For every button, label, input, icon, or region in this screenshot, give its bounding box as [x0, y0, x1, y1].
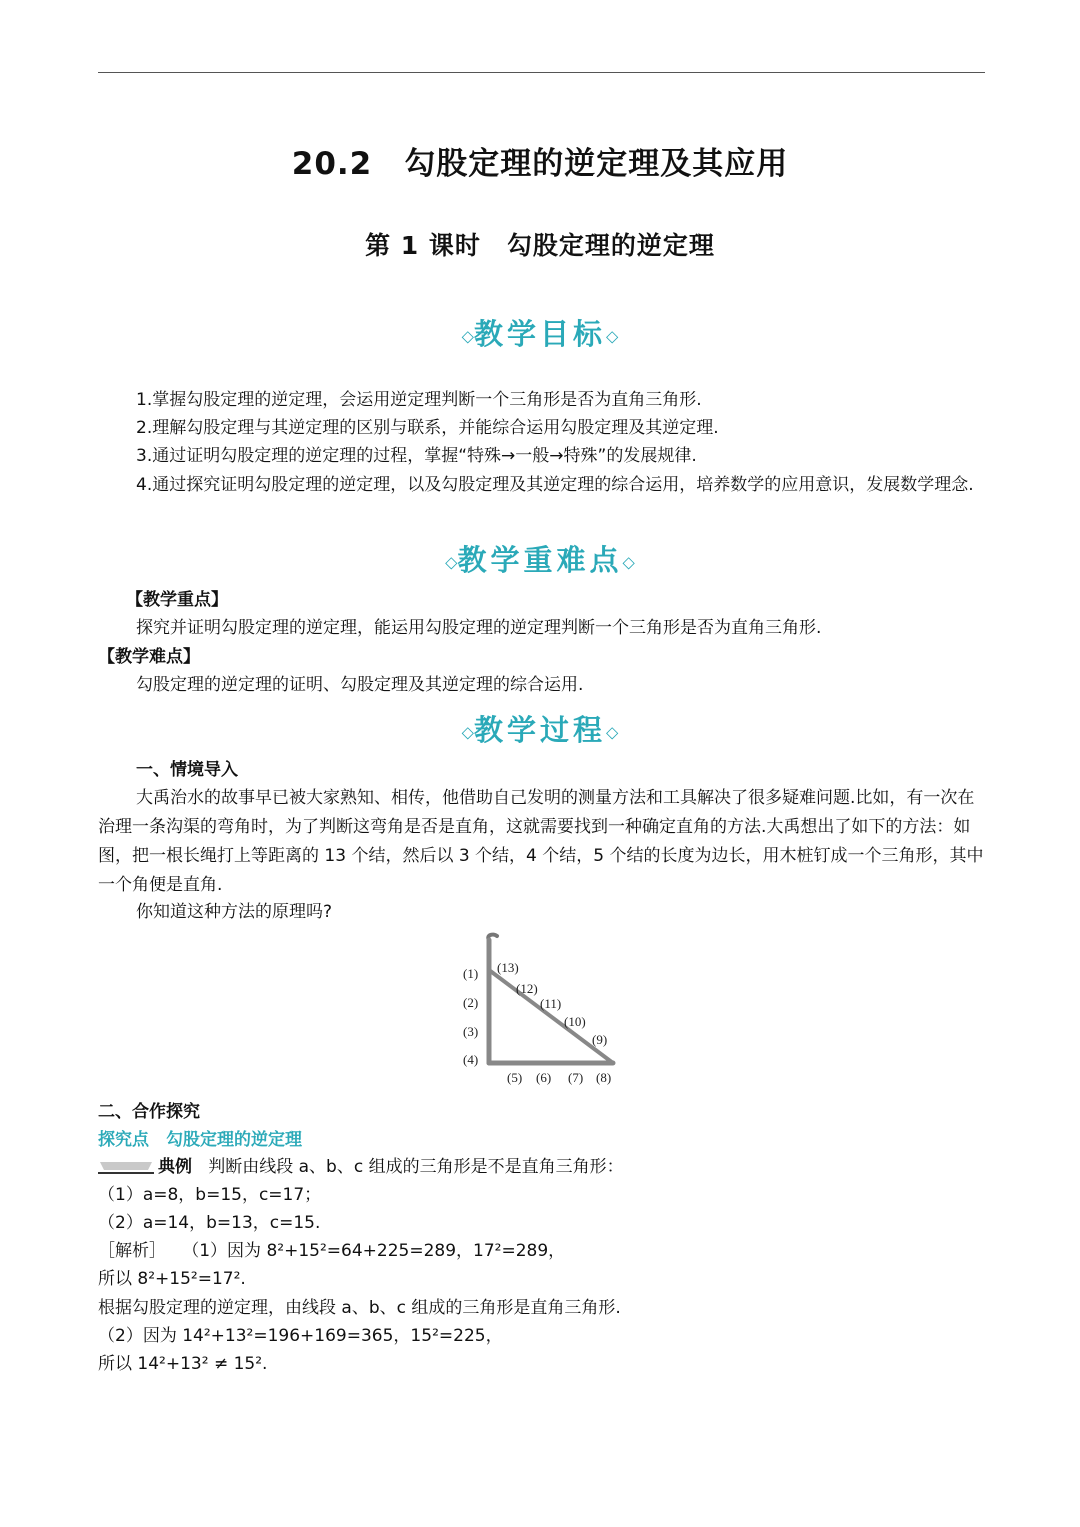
solution-one-conclusion: 根据勾股定理的逆定理，由线段 a、b、c 组成的三角形是直角三角形.	[98, 1298, 621, 1318]
goal-item: 3.通过证明勾股定理的逆定理的过程，掌握“特殊→一般→特殊”的发展规律.	[136, 446, 697, 466]
knot-label: (2)	[463, 995, 479, 1010]
knot-label: (9)	[592, 1032, 608, 1047]
knot-label: (7)	[568, 1070, 584, 1085]
intro-paragraph: 大禹治水的故事早已被大家熟知、相传，他借助自己发明的测量方法和工具解决了很多疑难问题.比如，有一次在治理一条沟渠的弯角时，为了判断这弯角是否是直角，这就需要找到一种确定直角的方法.大禹想出了如下的方法：如图，把一根长绳打上等距离的 13 个结，然后以 3 个结，4 个结，5 个结的长度为边长，用木桩钉成一个三角形，其中一个角便是直角.	[98, 788, 984, 895]
knot-label: (5)	[507, 1070, 523, 1085]
section-heading-process: ◇教学过程◇	[461, 713, 619, 747]
section-heading-key-points: ◇教学重难点◇	[445, 543, 635, 577]
diamond-icon: ◇	[622, 552, 635, 572]
top-rule	[98, 72, 985, 73]
case-one: （1）a=8，b=15，c=17；	[98, 1185, 322, 1205]
lesson-subtitle: 第 1 课时 勾股定理的逆定理	[365, 231, 715, 260]
analysis-line	[98, 1237, 565, 1266]
knot-label: (1)	[463, 966, 479, 981]
knot-label: (11)	[540, 996, 562, 1011]
knot-label: (10)	[564, 1014, 586, 1029]
intro-question: 你知道这种方法的原理吗?	[136, 902, 333, 922]
example-ribbon-icon	[98, 1160, 154, 1174]
case-two: （2）a=14，b=13，c=15.	[98, 1213, 321, 1233]
explore-point-heading: 探究点 勾股定理的逆定理	[98, 1130, 302, 1150]
knot-label: (4)	[463, 1052, 479, 1067]
analysis-label: ［解析］	[98, 1241, 166, 1261]
solution-one-line-a: （1）因为 8²+15²=64+225=289，17²=289，	[182, 1241, 566, 1261]
example-label: 典例	[158, 1157, 192, 1177]
diamond-icon: ◇	[606, 722, 619, 742]
goal-item: 1.掌握勾股定理的逆定理，会运用逆定理判断一个三角形是否为直角三角形.	[136, 390, 702, 410]
rope-hypotenuse	[489, 970, 613, 1063]
knot-label: (12)	[516, 981, 538, 996]
section-heading-goals: ◇教学目标◇	[461, 317, 619, 351]
focus-text: 探究并证明勾股定理的逆定理，能运用勾股定理的逆定理判断一个三角形是否为直角三角形.	[136, 618, 822, 638]
cooperation-heading: 二、合作探究	[98, 1102, 200, 1122]
solution-two-line-b: 所以 14²+13² ≠ 15².	[98, 1354, 268, 1374]
diamond-icon: ◇	[606, 326, 619, 346]
knot-label: (13)	[497, 960, 519, 975]
knot-label: (6)	[536, 1070, 552, 1085]
goal-item: 4.通过探究证明勾股定理的逆定理，以及勾股定理及其逆定理的综合运用，培养数学的应用意识，发展数学理念.	[136, 475, 974, 495]
knot-label: (3)	[463, 1024, 479, 1039]
difficulty-label: 【教学难点】	[98, 647, 200, 667]
solution-one-line-b: 所以 8²+15²=17².	[98, 1269, 246, 1289]
difficulty-text: 勾股定理的逆定理的证明、勾股定理及其逆定理的综合运用.	[136, 675, 584, 695]
solution-two-line-a: （2）因为 14²+13²=196+169=365，15²=225，	[98, 1326, 503, 1346]
knot-label: (8)	[596, 1070, 612, 1085]
diamond-icon: ◇	[461, 326, 474, 346]
example-text: 判断由线段 a、b、c 组成的三角形是不是直角三角形：	[208, 1157, 624, 1177]
example-line	[98, 1153, 624, 1182]
rope-triangle-figure	[455, 930, 630, 1090]
diamond-icon: ◇	[461, 722, 474, 742]
goal-item: 2.理解勾股定理与其逆定理的区别与联系，并能综合运用勾股定理及其逆定理.	[136, 418, 719, 438]
diamond-icon: ◇	[445, 552, 458, 572]
intro-heading: 一、情境导入	[136, 760, 238, 780]
page-title: 20.2 勾股定理的逆定理及其应用	[291, 146, 789, 182]
focus-label: 【教学重点】	[126, 590, 228, 610]
